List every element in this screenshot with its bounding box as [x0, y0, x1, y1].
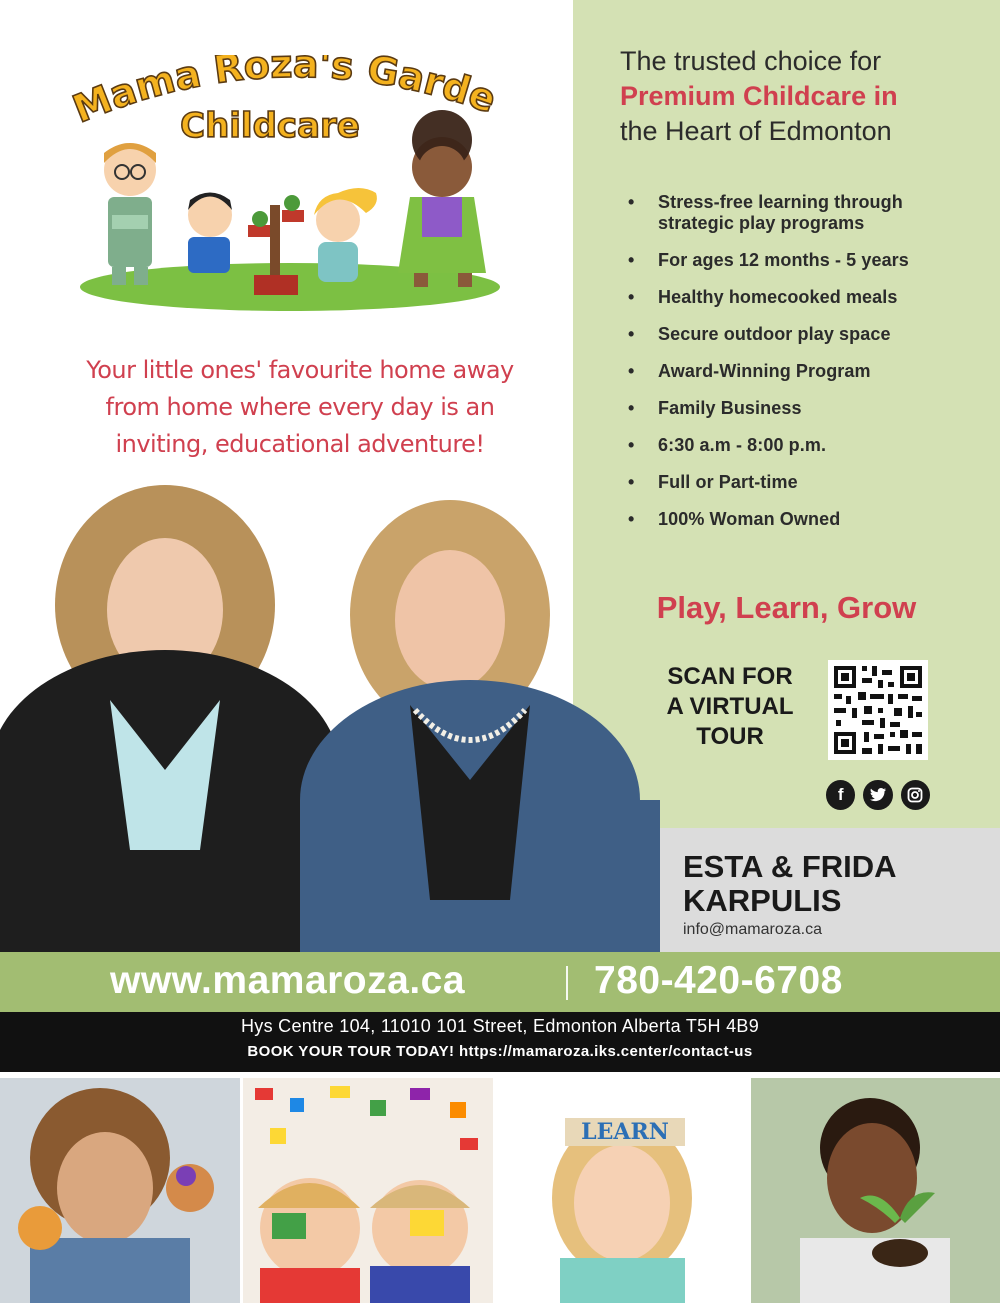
scan-line: A VIRTUAL [666, 693, 794, 720]
kids-photo-graphic [0, 1078, 1000, 1303]
tagline-highlight: Premium Childcare in [620, 81, 898, 111]
tagline-suffix: the Heart of Edmonton [620, 116, 892, 146]
website-link[interactable]: www.mamaroza.ca [110, 959, 466, 1002]
owner-names [683, 850, 983, 918]
scan-line: SCAN FOR [667, 663, 793, 690]
feature-item: • Family Business [628, 398, 958, 419]
feature-item: • 6:30 a.m - 8:00 p.m. [628, 435, 958, 456]
tagline-prefix: The trusted choice for [620, 46, 882, 76]
kids-photo-strip [0, 1078, 1000, 1303]
logo-subtitle: Childcare [180, 106, 360, 146]
feature-item: • Secure outdoor play space [628, 324, 958, 345]
feature-item: • For ages 12 months - 5 years [628, 250, 958, 271]
slogan [40, 352, 560, 463]
slogan-line: Your little ones' favourite home away [86, 356, 514, 384]
book-tour-link[interactable]: BOOK YOUR TOUR TODAY! https://mamaroza.iks.center/contact-us [247, 1043, 753, 1060]
qr-code-graphic [828, 660, 928, 760]
owners-photo-graphic [0, 470, 660, 952]
feature-item: • Stress-free learning through strategic play programs [628, 192, 958, 234]
facebook-icon[interactable]: f [826, 780, 855, 810]
social-links [826, 780, 930, 810]
logo-illustration [70, 55, 520, 315]
scan-line: TOUR [696, 723, 764, 750]
owners-photo [0, 470, 660, 952]
scan-prompt [640, 662, 820, 752]
owner-name-line: KARPULIS [683, 883, 842, 918]
feature-item: • Healthy homecooked meals [628, 287, 958, 308]
logo [70, 55, 520, 315]
address: Hys Centre 104, 11010 101 Street, Edmonton Alberta T5H 4B9 [240, 1016, 760, 1036]
feature-item: • Award-Winning Program [628, 361, 958, 382]
feature-list [628, 192, 958, 546]
logo-title: Mama Roza's Garde [70, 55, 502, 132]
owner-name-line: ESTA & FRIDA [683, 849, 897, 884]
feature-item: • 100% Woman Owned [628, 509, 958, 530]
instagram-icon[interactable] [901, 780, 930, 810]
twitter-icon[interactable] [863, 780, 892, 810]
motto: Play, Learn, Grow [656, 590, 917, 625]
phone-number[interactable]: 780-420-6708 [594, 959, 843, 1002]
owner-email[interactable]: info@mamaroza.ca [683, 921, 822, 938]
tagline [620, 44, 980, 149]
feature-item: • Full or Part-time [628, 472, 958, 493]
learn-blocks-text: LEARN [581, 1119, 669, 1145]
slogan-line: inviting, educational adventure! [115, 430, 485, 458]
slogan-line: from home where every day is an [105, 393, 495, 421]
qr-code[interactable] [828, 660, 928, 760]
contact-divider [566, 966, 568, 1000]
